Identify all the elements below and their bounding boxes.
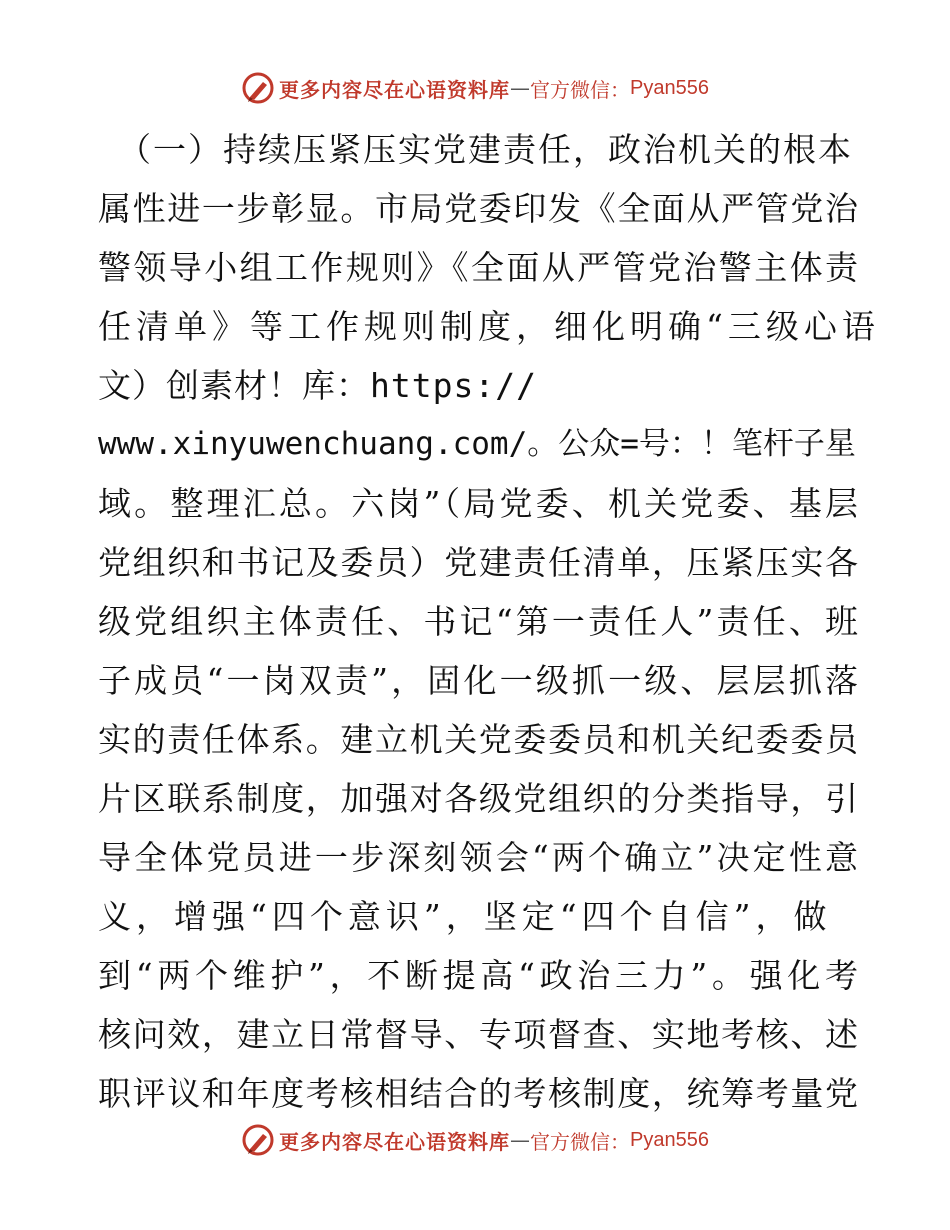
pen-logo-icon <box>241 71 275 105</box>
banner-main-text: 更多内容尽在心语资料库 <box>279 77 511 102</box>
body-line-6: www.xinyuwenchuang.com/。公众=号：！笔杆子星 <box>98 426 856 462</box>
banner-separator: — <box>510 1128 531 1152</box>
body-line-3: 警领导小组工作规则》《全面从严管党治警主体责 <box>98 248 858 287</box>
pen-logo-icon <box>241 1123 275 1157</box>
body-line-13: 导全体党员进一步深刻领会“两个确立”决定性意 <box>98 838 858 877</box>
body-line-9: 级党组织主体责任、书记“第一责任人”责任、班 <box>98 602 858 641</box>
body-line-17: 职评议和年度考核相结合的考核制度，统筹考量党 <box>98 1074 858 1113</box>
document-body <box>98 120 880 1123</box>
body-line-8: 党组织和书记及委员）党建责任清单，压紧压实各 <box>98 543 858 582</box>
banner-separator: — <box>510 76 531 100</box>
banner-wechat-label: 官方微信： <box>530 1129 631 1154</box>
body-line-10: 子成员“一岗双责”，固化一级抓一级、层层抓落 <box>98 661 858 700</box>
body-line-5: 文）创素材！库：https:// <box>98 366 537 405</box>
body-line-4: 任清单》等工作规则制度，细化明确“三级心语 <box>98 307 880 346</box>
banner-wechat-label: 官方微信： <box>530 77 631 102</box>
body-line-1: （一）持续压紧压实党建责任，政治机关的根本 <box>118 130 853 169</box>
footer-watermark-banner <box>0 1120 950 1160</box>
body-line-11: 实的责任体系。建立机关党委委员和机关纪委委员 <box>98 720 858 759</box>
banner-wechat-id: Pyan556 <box>630 1128 709 1151</box>
body-line-15: 到“两个维护”，不断提高“政治三力”。强化考 <box>98 956 858 995</box>
body-line-14: 义，增强“四个意识”，坚定“四个自信”，做 <box>98 897 832 936</box>
body-line-16: 核问效，建立日常督导、专项督查、实地考核、述 <box>98 1015 858 1054</box>
header-watermark-banner <box>0 68 950 108</box>
body-line-2: 属性进一步彰显。市局党委印发《全面从严管党治 <box>98 189 858 228</box>
banner-main-text: 更多内容尽在心语资料库 <box>279 1129 511 1154</box>
body-line-7: 域。整理汇总。六岗”（局党委、机关党委、基层 <box>98 484 858 523</box>
banner-wechat-id: Pyan556 <box>630 76 709 99</box>
body-line-12: 片区联系制度，加强对各级党组织的分类指导，引 <box>98 779 858 818</box>
